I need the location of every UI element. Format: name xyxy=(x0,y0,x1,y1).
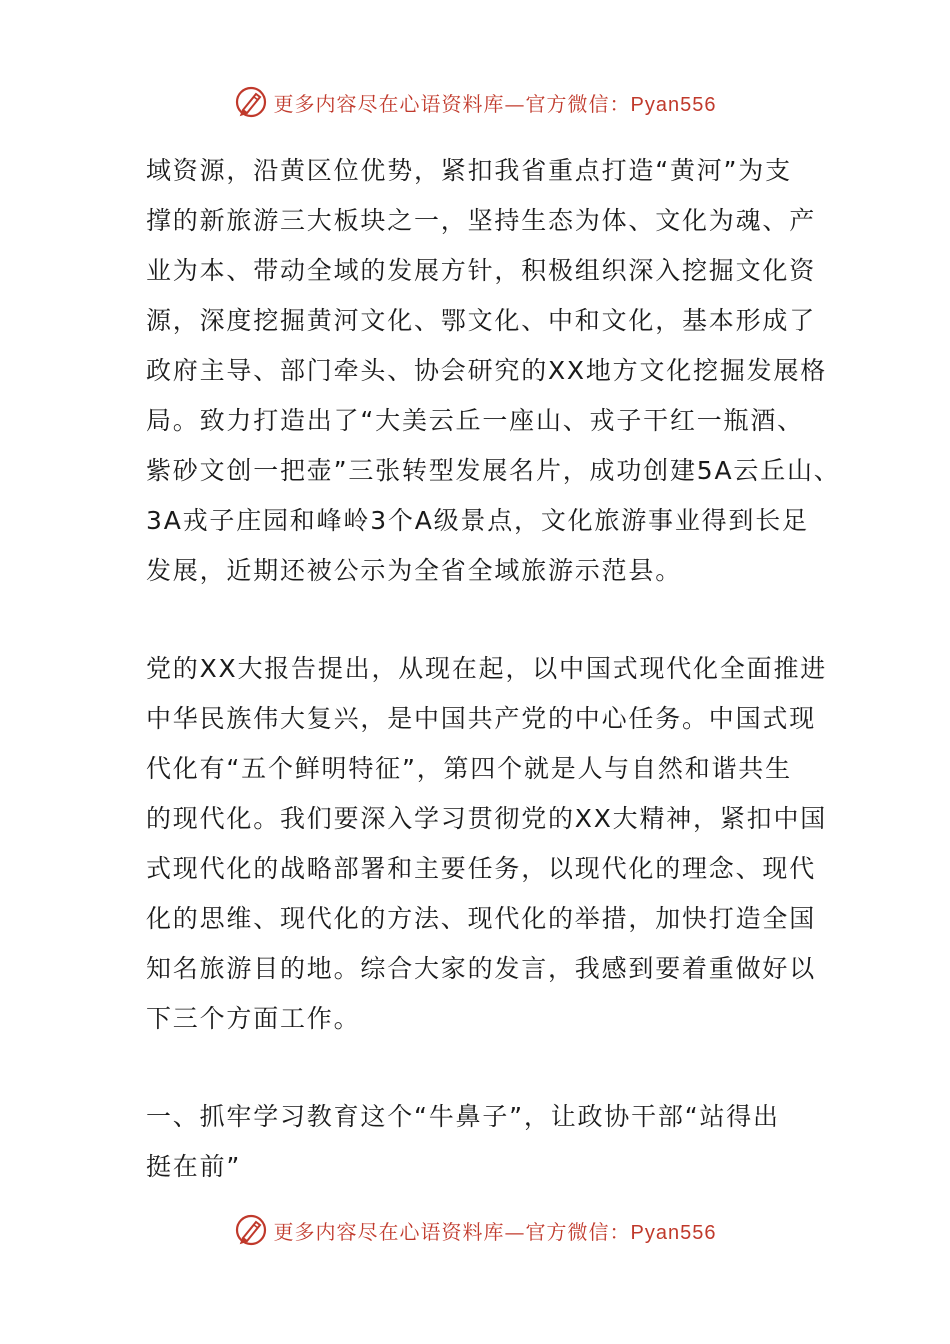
pen-logo-icon xyxy=(234,85,268,119)
text-line: 业为本、带动全域的发展方针，积极组织深入挖掘文化资 xyxy=(146,256,817,285)
text-line: 源，深度挖掘黄河文化、鄂文化、中和文化，基本形成了 xyxy=(146,306,817,335)
header-watermark xyxy=(0,82,950,122)
text-line: 域资源，沿黄区位优势，紧扣我省重点打造“黄河”为支 xyxy=(146,156,792,185)
watermark-text: 更多内容尽在心语资料库 xyxy=(273,1219,505,1244)
document-body xyxy=(146,146,841,1192)
pen-logo-icon xyxy=(234,1213,268,1247)
text-line: 中华民族伟大复兴，是中国共产党的中心任务。中国式现 xyxy=(146,704,817,733)
text-line: 紫砂文创一把壶”三张转型发展名片，成功创建5A云丘山、 xyxy=(146,456,841,485)
text-line: 发展，近期还被公示为全省全域旅游示范县。 xyxy=(146,556,683,585)
text-line: 式现代化的战略部署和主要任务，以现代化的理念、现代 xyxy=(146,854,817,883)
section-heading xyxy=(146,1092,816,1192)
paragraph-1 xyxy=(146,146,841,596)
text-line: 代化有“五个鲜明特征”，第四个就是人与自然和谐共生 xyxy=(146,754,792,783)
text-line: 党的XX大报告提出，从现在起，以中国式现代化全面推进 xyxy=(146,654,828,683)
watermark-wechat-label: 官方微信： xyxy=(525,91,631,116)
heading-line: 一、抓牢学习教育这个“牛鼻子”，让政协干部“站得出 xyxy=(146,1102,780,1131)
watermark-separator: — xyxy=(504,1219,526,1244)
text-line: 的现代化。我们要深入学习贯彻党的XX大精神，紧扣中国 xyxy=(146,804,828,833)
watermark-wechat-id: Pyan556 xyxy=(630,1221,717,1244)
paragraph-gap xyxy=(146,1044,816,1092)
watermark-wechat-id: Pyan556 xyxy=(630,93,717,116)
text-line: 3A戎子庄园和峰岭3个A级景点，文化旅游事业得到长足 xyxy=(146,506,809,535)
footer-watermark xyxy=(0,1210,950,1250)
watermark-wechat-label: 官方微信： xyxy=(525,1219,631,1244)
text-line: 撑的新旅游三大板块之一，坚持生态为体、文化为魂、产 xyxy=(146,206,817,235)
text-line: 政府主导、部门牵头、协会研究的XX地方文化挖掘发展格 xyxy=(146,356,828,385)
watermark-separator: — xyxy=(504,91,526,116)
heading-line: 挺在前” xyxy=(146,1152,242,1181)
paragraph-2 xyxy=(146,644,828,1044)
text-line: 知名旅游目的地。综合大家的发言，我感到要着重做好以 xyxy=(146,954,817,983)
watermark-text: 更多内容尽在心语资料库 xyxy=(273,91,505,116)
paragraph-gap xyxy=(146,596,816,644)
text-line: 下三个方面工作。 xyxy=(146,1004,361,1033)
text-line: 化的思维、现代化的方法、现代化的举措，加快打造全国 xyxy=(146,904,817,933)
text-line: 局。致力打造出了“大美云丘一座山、戎子干红一瓶酒、 xyxy=(146,406,804,435)
